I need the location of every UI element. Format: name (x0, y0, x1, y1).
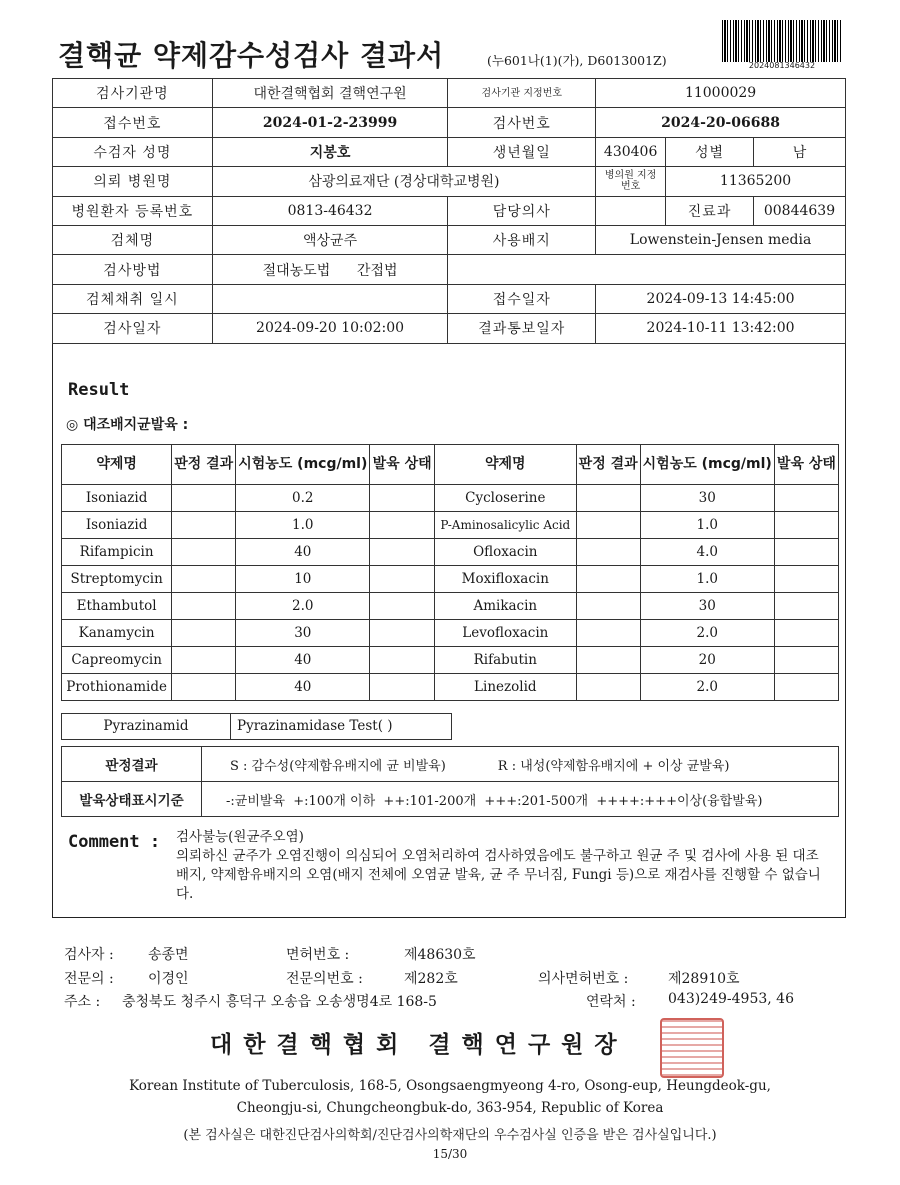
drug-conc: 4.0 (640, 539, 774, 566)
comment-line-1: 검사불능(원균주오염) (176, 829, 304, 845)
drug-conc: 0.2 (236, 485, 370, 512)
form-code: (누601나(1)(가), D6013001Z) (487, 53, 667, 68)
drug-conc: 30 (236, 620, 370, 647)
drug-conc: 2.0 (236, 593, 370, 620)
comment-line-2: 의뢰하신 균주가 오염진행이 의심되어 오염처리하여 검사하였음에도 불구하고 원균 주 및 검사에 사용 된 대조배지, 약제함유배지의 오염(배지 전체에 오염균 발육, 균 주 무너짐, Fungi 등)으로 재검사를 진행할 수 없습니다. (176, 848, 821, 902)
drug-name: Ethambutol (62, 593, 172, 620)
criteria-table (61, 746, 839, 817)
header-drug: 약제명 (62, 445, 172, 485)
address-value: 충청북도 청주시 흥덕구 오송읍 오송생명4로 168-5 (122, 994, 437, 1010)
drug-conc: 1.0 (640, 512, 774, 539)
receipt-value: 2024-01-2-23999 (212, 108, 448, 137)
drug-table (61, 444, 839, 701)
barcode-number: 2024081346432 (748, 61, 816, 70)
drug-name: Linezolid (434, 674, 576, 701)
recv-date-label: 접수일자 (448, 284, 596, 313)
table-row (62, 539, 839, 566)
drug-name: Moxifloxacin (434, 566, 576, 593)
doctor-value (596, 196, 666, 225)
drug-name: Levofloxacin (434, 620, 576, 647)
header-judge: 판정 결과 (172, 445, 236, 485)
drug-conc: 40 (236, 674, 370, 701)
drug-name: Isoniazid (62, 485, 172, 512)
method-indirect: 간접법 (356, 262, 398, 279)
method-value (212, 255, 448, 284)
specialist-label: 전문의 : (64, 971, 114, 987)
barcode (722, 20, 842, 62)
header-growth: 발육 상태 (774, 445, 838, 485)
result-heading: Result (68, 380, 130, 400)
drug-name: Streptomycin (62, 566, 172, 593)
dept-value: 00844639 (753, 196, 845, 225)
drug-conc: 1.0 (236, 512, 370, 539)
resistant-text: R : 내성(약제함유배지에 + 이상 균발육) (497, 758, 730, 774)
media-value: Lowenstein-Jensen media (596, 225, 846, 254)
drug-conc: 40 (236, 539, 370, 566)
drug-conc: 30 (640, 593, 774, 620)
growth-label: 발육상태표시기준 (62, 782, 202, 817)
comment-label: Comment : (68, 832, 161, 852)
drug-name: P-Aminosalicylic Acid (434, 512, 576, 539)
doctor-label: 담당의사 (448, 196, 596, 225)
agency-label: 검사기관명 (53, 79, 213, 108)
drug-conc: 40 (236, 647, 370, 674)
growth-text: -:균비발육 +:100개 이하 ++:101-200개 +++:201-500개 ++++:+++이상(융합발육) (226, 793, 763, 809)
agency-code-label: 검사기관 지정번호 (448, 79, 596, 108)
dob-label: 생년월일 (448, 137, 596, 166)
drug-name: Capreomycin (62, 647, 172, 674)
doc-license-value: 제28910호 (668, 971, 740, 987)
header-drug: 약제명 (434, 445, 576, 485)
hosp-code-value: 11365200 (666, 167, 846, 196)
header-conc: 시험농도 (mcg/ml) (640, 445, 774, 485)
method-absolute: 절대농도법 (262, 262, 331, 279)
test-date-value: 2024-09-20 10:02:00 (212, 314, 448, 343)
hospital-label: 의뢰 병원명 (53, 167, 213, 196)
address-label: 주소 : (64, 994, 101, 1010)
contact-label: 연락처 : (586, 994, 636, 1010)
table-row (62, 620, 839, 647)
specialist-value: 이경인 (148, 971, 189, 987)
judge-label: 판정결과 (62, 747, 202, 782)
drug-name: Isoniazid (62, 512, 172, 539)
susceptible-text: S : 감수성(약제함유배지에 균 비발육) (230, 758, 446, 774)
agency-code-value: 11000029 (596, 79, 846, 108)
method-label: 검사방법 (53, 255, 213, 284)
english-address-2: Cheongju-si, Chungcheongbuk-do, 363-954, Republic of Korea (236, 1100, 664, 1116)
drug-name: Cycloserine (434, 485, 576, 512)
comment-body (176, 828, 826, 904)
media-label: 사용배지 (448, 225, 596, 254)
doc-license-label: 의사면허번호 : (538, 971, 629, 987)
drug-name: Ofloxacin (434, 539, 576, 566)
spec-no-label: 전문의번호 : (286, 971, 363, 987)
hosp-code-label: 병의원 지정번호 (596, 167, 666, 196)
test-no-value: 2024-20-06688 (596, 108, 846, 137)
sex-label: 성별 (666, 137, 754, 166)
institute-name: 대한결핵협회 결핵연구원장 (210, 1032, 628, 1058)
license-label: 면허번호 : (286, 947, 350, 963)
pyrazinamidase-test: Pyrazinamidase Test( ) (230, 713, 452, 740)
name-value: 지봉호 (212, 137, 448, 166)
report-date-label: 결과통보일자 (448, 314, 596, 343)
table-row (62, 674, 839, 701)
table-row (62, 593, 839, 620)
drug-name: Rifabutin (434, 647, 576, 674)
dept-label: 진료과 (666, 196, 754, 225)
control-growth-label: ◎ 대조배지균발육 : (66, 417, 189, 433)
spec-no-value: 제282호 (404, 971, 458, 987)
sex-value: 남 (753, 137, 845, 166)
table-row (62, 485, 839, 512)
info-table (52, 78, 846, 344)
blank-cell (448, 255, 846, 284)
pid-value: 0813-46432 (212, 196, 448, 225)
collect-label: 검체채취 일시 (53, 284, 213, 313)
official-seal (660, 1018, 724, 1078)
judge-criteria (202, 747, 839, 782)
page-number: 15/30 (432, 1147, 468, 1161)
english-address-1: Korean Institute of Tuberculosis, 168-5, Osongsaengmyeong 4-ro, Osong-eup, Heungdeok-gu, (129, 1078, 771, 1094)
page-title: 결핵균 약제감수성검사 결과서 (58, 39, 445, 72)
name-label: 수검자 성명 (53, 137, 213, 166)
drug-conc: 1.0 (640, 566, 774, 593)
dob-value: 430406 (596, 137, 666, 166)
examiner-label: 검사자 : (64, 947, 114, 963)
report-date-value: 2024-10-11 13:42:00 (596, 314, 846, 343)
receipt-label: 접수번호 (53, 108, 213, 137)
contact-value: 043)249-4953, 46 (668, 991, 794, 1007)
pyrazinamid-label: Pyrazinamid (61, 713, 231, 740)
examiner-value: 송종면 (148, 947, 189, 963)
drug-conc: 2.0 (640, 674, 774, 701)
header-conc: 시험농도 (mcg/ml) (236, 445, 370, 485)
pid-label: 병원환자 등록번호 (53, 196, 213, 225)
recv-date-value: 2024-09-13 14:45:00 (596, 284, 846, 313)
test-no-label: 검사번호 (448, 108, 596, 137)
drug-name: Rifampicin (62, 539, 172, 566)
certification-note: (본 검사실은 대한진단검사의학회/진단검사의학재단의 우수검사실 인증을 받은 검사실입니다.) (183, 1128, 717, 1143)
growth-criteria (202, 782, 839, 817)
table-row (62, 647, 839, 674)
test-date-label: 검사일자 (53, 314, 213, 343)
drug-conc: 30 (640, 485, 774, 512)
table-row (62, 566, 839, 593)
collect-value (212, 284, 448, 313)
drug-conc: 10 (236, 566, 370, 593)
table-row (62, 512, 839, 539)
specimen-value: 액상균주 (212, 225, 448, 254)
drug-name: Kanamycin (62, 620, 172, 647)
hospital-value: 삼광의료재단 (경상대학교병원) (212, 167, 595, 196)
agency-value: 대한결핵협회 결핵연구원 (212, 79, 448, 108)
header-growth: 발육 상태 (370, 445, 435, 485)
drug-name: Prothionamide (62, 674, 172, 701)
header-judge: 판정 결과 (576, 445, 640, 485)
drug-conc: 20 (640, 647, 774, 674)
drug-name: Amikacin (434, 593, 576, 620)
drug-conc: 2.0 (640, 620, 774, 647)
license-value: 제48630호 (404, 947, 476, 963)
specimen-label: 검체명 (53, 225, 213, 254)
